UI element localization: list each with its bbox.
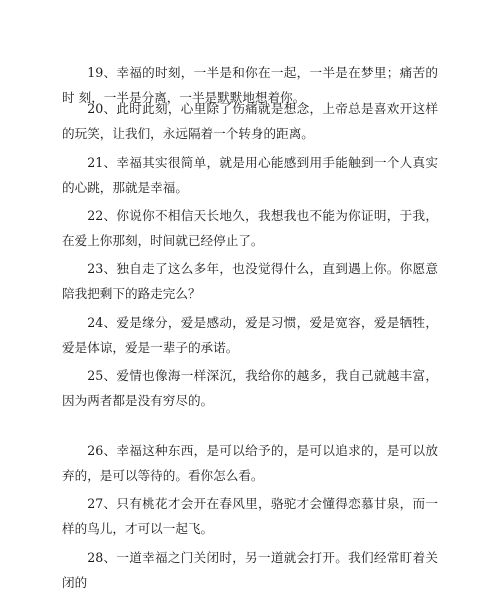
paragraph-20: 20、此时此刻，心里除了伤痛就是想念，上帝总是喜欢开这样 的玩笑，让我们，永远隔着一个转身的距离。 xyxy=(62,101,438,141)
paragraph-27: 27、只有桃花才会开在春风里，骆驼才会懂得恋慕甘泉，而一 样的鸟儿，才可以一起飞。 xyxy=(62,496,438,536)
paragraph-23: 23、独自走了这么多年，也没觉得什么，直到遇上你。你愿意 陪我把剩下的路走完么？ xyxy=(62,261,438,301)
paragraph-28: 28、一道幸福之门关闭时，另一道就会打开。我们经常盯着关 闭的 xyxy=(62,550,438,590)
paragraph-22: 22、你说你不相信天长地久，我想我也不能为你证明，于我， 在爱上你那刻，时间就已经停止了。 xyxy=(62,208,438,248)
paragraph-24: 24、爱是缘分，爱是感动，爱是习惯，爱是宽容，爱是牺牲， 爱是体谅，爱是一辈子的承诺。 xyxy=(62,315,438,355)
paragraph-19: 19、幸福的时刻，一半是和你在一起，一半是在梦里；痛苦的时 刻，一半是分离，一半是默默地想着你。 xyxy=(62,65,438,105)
paragraph-25: 25、爱情也像海一样深沉，我给你的越多，我自己就越丰富， 因为两者都是没有穷尽的。 xyxy=(62,368,438,408)
paragraph-26: 26、幸福这种东西，是可以给予的，是可以追求的，是可以放 弃的，是可以等待的。看你怎么看。 xyxy=(62,443,438,483)
paragraph-21: 21、幸福其实很简单，就是用心能感到用手能触到一个人真实 的心跳，那就是幸福。 xyxy=(62,155,438,195)
